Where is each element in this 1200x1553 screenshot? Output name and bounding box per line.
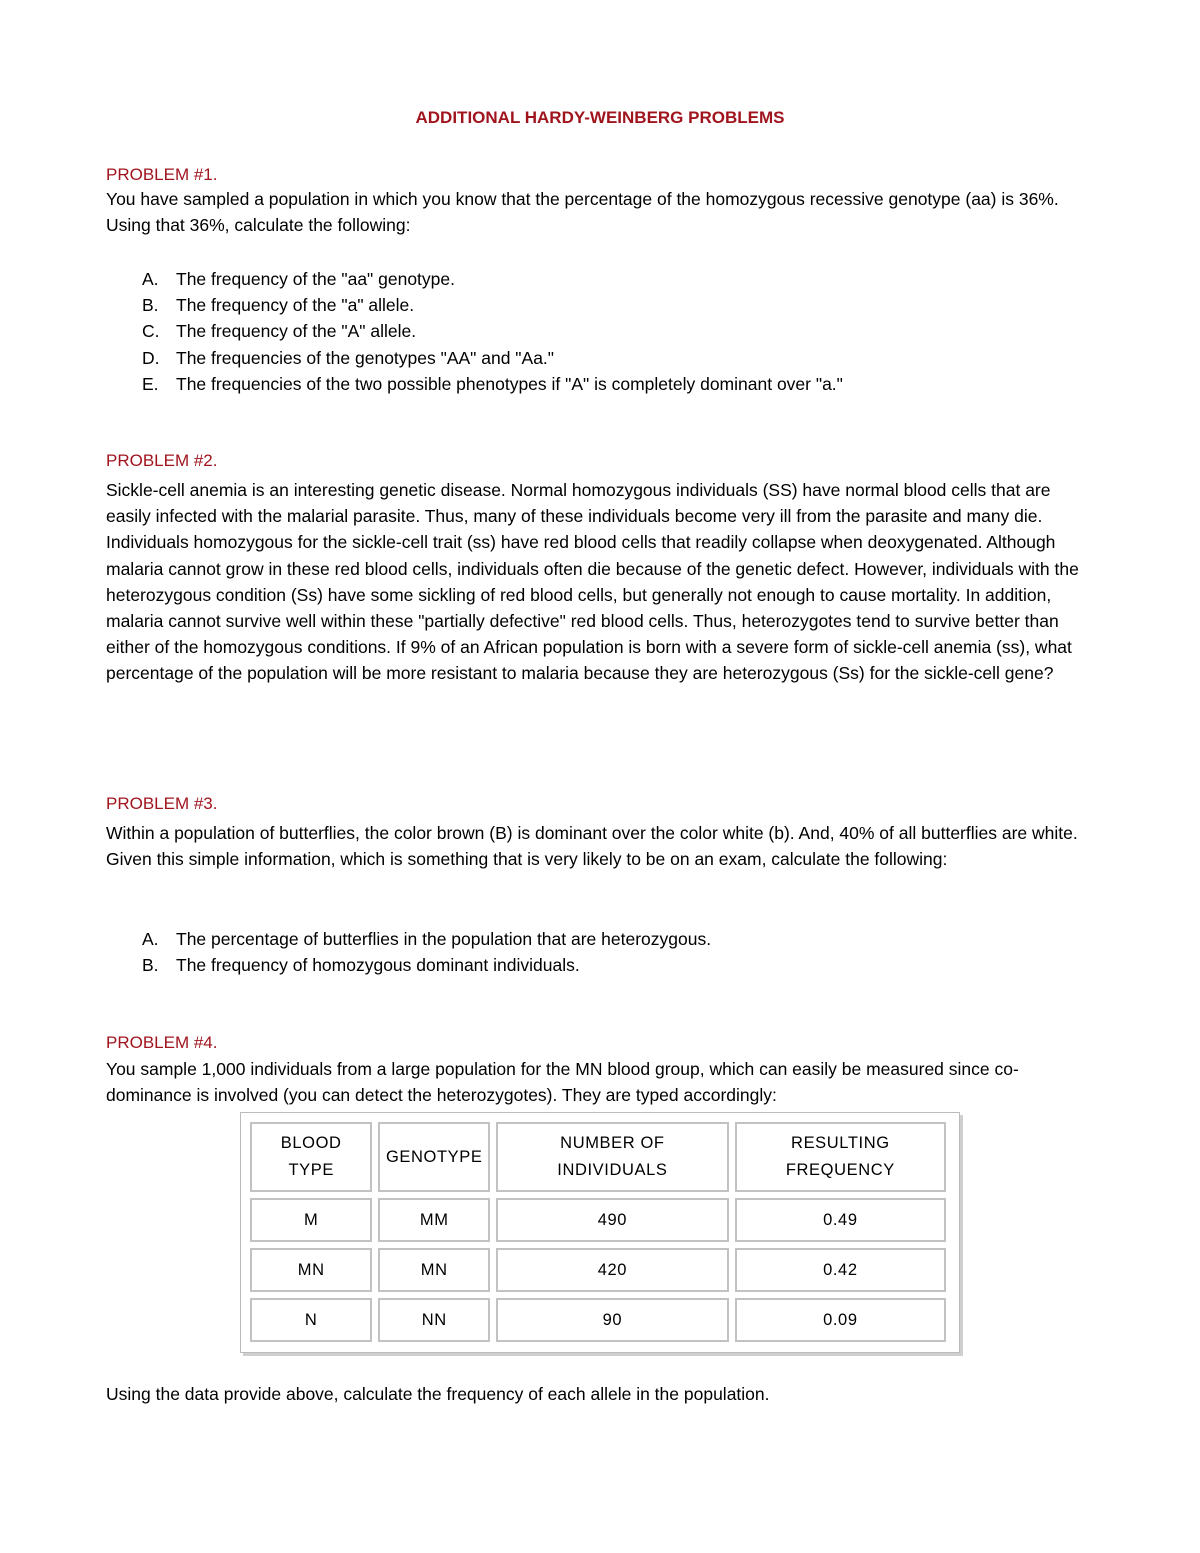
header-resulting-frequency [735, 1122, 946, 1192]
table-cell: N [250, 1298, 372, 1342]
header-genotype [378, 1122, 490, 1192]
item-marker: C. [142, 321, 160, 342]
header-line: NUMBER OF [560, 1134, 665, 1152]
item-text: The frequency of the "A" allele. [176, 321, 417, 342]
problem-2-heading: PROBLEM #2. [106, 451, 218, 470]
item-marker: D. [142, 347, 160, 368]
list-item [106, 318, 843, 344]
header-blood-type [250, 1122, 372, 1192]
problem-1-list [106, 266, 843, 397]
list-item [106, 266, 843, 292]
table-cell: MN [378, 1248, 490, 1292]
item-text: The frequency of the "a" allele. [176, 295, 415, 316]
problem-3-list [106, 926, 711, 978]
table-cell: 0.09 [735, 1298, 946, 1342]
list-item [106, 926, 711, 952]
table-cell: 90 [496, 1298, 729, 1342]
item-marker: E. [142, 373, 159, 394]
item-marker: B. [142, 295, 159, 316]
problem-1-heading: PROBLEM #1. [106, 165, 218, 184]
table-cell: 0.42 [735, 1248, 946, 1292]
problem-1-text: You have sampled a population in which you know that the percentage of the homozygous recessive genotype (aa) is 36%. Using that 36%, calculate the following: [106, 189, 1059, 236]
header-line: GENOTYPE [385, 1147, 483, 1166]
list-item [106, 371, 843, 397]
table-row [250, 1248, 946, 1292]
header-number-of-individuals [496, 1122, 729, 1192]
data-table [244, 1116, 952, 1348]
table-cell: M [250, 1198, 372, 1242]
header-line: INDIVIDUALS [557, 1161, 668, 1179]
item-text: The percentage of butterflies in the population that are heterozygous. [176, 929, 712, 949]
document-title: ADDITIONAL HARDY-WEINBERG PROBLEMS [415, 108, 785, 127]
list-item [106, 952, 711, 978]
item-marker: B. [142, 955, 159, 976]
table-cell: MN [250, 1248, 372, 1292]
problem-3-text: Within a population of butterflies, the color brown (B) is dominant over the color white (b). And, 40% of all butterflies are white. Given this simple information, which is something that is very likely to be on an exam, calculate the following: [106, 823, 1078, 870]
item-marker: A. [142, 269, 159, 289]
problem-4-heading: PROBLEM #4. [106, 1033, 218, 1052]
header-line: BLOOD [280, 1134, 342, 1152]
header-line: RESULTING [791, 1134, 890, 1152]
item-text: The frequencies of the genotypes "AA" and "Aa." [176, 347, 555, 368]
table-cell: MM [378, 1198, 490, 1242]
mn-blood-group-table [240, 1112, 960, 1353]
table-row [250, 1198, 946, 1242]
list-item [106, 292, 843, 318]
header-line: FREQUENCY [785, 1161, 895, 1179]
problem-4-footer: Using the data provide above, calculate the frequency of each allele in the population. [106, 1384, 770, 1404]
table-row [250, 1298, 946, 1342]
header-line: TYPE [288, 1161, 334, 1179]
table-header-row [250, 1122, 946, 1192]
item-text: The frequencies of the two possible phenotypes if "A" is completely dominant over "a." [176, 373, 843, 394]
item-marker: A. [142, 929, 159, 949]
table-cell: NN [378, 1298, 490, 1342]
item-text: The frequency of the "aa" genotype. [176, 269, 456, 289]
list-item [106, 345, 843, 371]
table-cell: 490 [496, 1198, 729, 1242]
table-cell: 420 [496, 1248, 729, 1292]
table-cell: 0.49 [735, 1198, 946, 1242]
item-text: The frequency of homozygous dominant individuals. [176, 955, 580, 976]
problem-2-text: Sickle-cell anemia is an interesting genetic disease. Normal homozygous individuals (SS) have normal blood cells that are easily infected with the malarial parasite. Thus, many of these individuals become very ill from the parasite and many die. Individuals homozygous for the sickle-cell trait (ss) have red blood cells that readily collapse when deoxygenated. Although malaria cannot grow in these red blood cells, individuals often die because of the genetic defect. However, individuals with the heterozygous condition (Ss) have some sickling of red blood cells, but generally not enough to cause mortality. In addition, malaria cannot survive well within these "partially defective" red blood cells. Thus, heterozygotes tend to survive better than either of the homozygous conditions. If 9% of an African population is born with a severe form of sickle-cell anemia (ss), what percentage of the population will be more resistant to malaria because they are heterozygous (Ss) for the sickle-cell gene? [106, 480, 1079, 684]
problem-4-text: You sample 1,000 individuals from a large population for the MN blood group, which can easily be measured since co-dominance is involved (you can detect the heterozygotes). They are typed accordingly: [106, 1059, 1019, 1106]
problem-3-heading: PROBLEM #3. [106, 794, 218, 813]
